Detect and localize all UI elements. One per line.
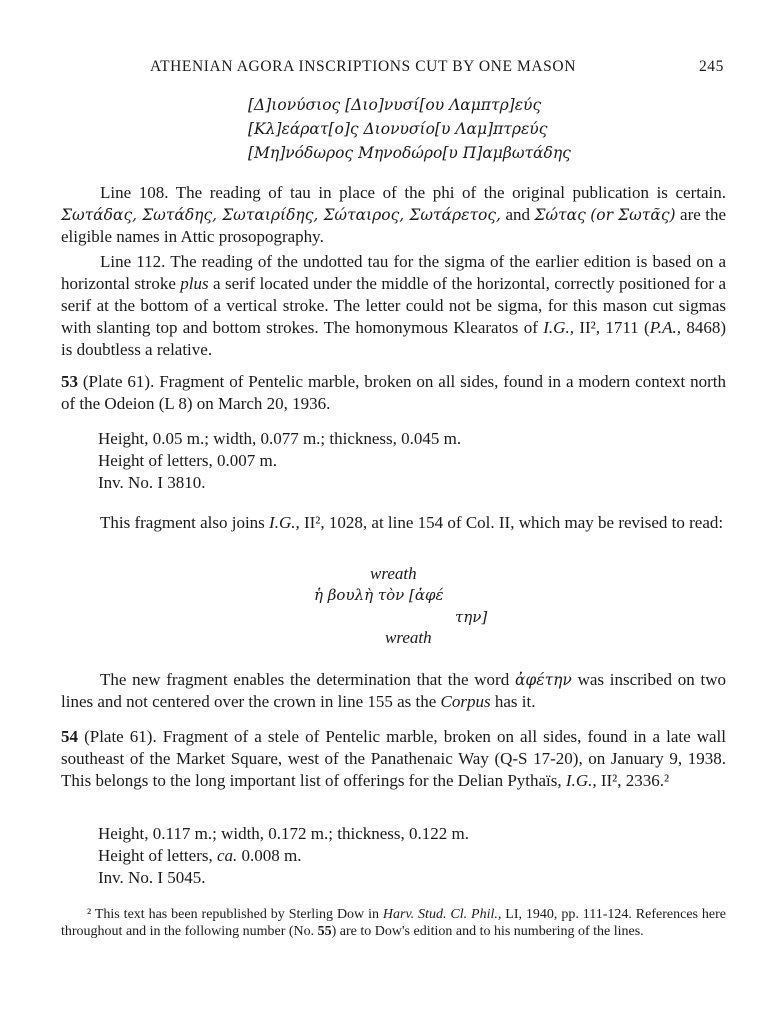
measurement-line	[98, 845, 469, 867]
line112-ig: I.G.,	[543, 318, 574, 337]
footnote	[61, 906, 726, 940]
line112-text-d: 8468) is doubtless a relative.	[61, 318, 727, 359]
entry-53-number: 53	[61, 372, 78, 391]
measurement-line: Inv. No. I 5045.	[98, 868, 206, 887]
footnote-number-ref: 55	[317, 924, 332, 939]
line108-and: and	[505, 205, 530, 224]
measurement-line: Height, 0.05 m.; width, 0.077 m.; thickness, 0.045 m.	[98, 429, 462, 448]
commentary-line-112	[61, 251, 726, 361]
line112-text-b: a serif located under the middle of the horizontal, correctly positioned for a serif at the bottom of a vertical stroke. The letter could not be sigma, for this mason cut sigmas with slanting top and bottom strokes. The homonymous Klearatos of	[61, 274, 727, 337]
footnote-journal: Harv. Stud. Cl. Phil.,	[382, 907, 502, 922]
measurement-line: Inv. No. I 3810.	[98, 473, 206, 492]
greek-line: [Κλ]εάρατ[ο]ς Διονυσίο[υ Λαμ]πτρεύς	[248, 120, 548, 138]
line108-paren: (or Σωτᾶς)	[590, 206, 676, 224]
new-text-a: The new fragment enables the determination that the word	[100, 670, 510, 689]
greek-restoration-line-1: ἡ βουλὴ τὸν [ἀφέ	[314, 586, 444, 604]
greek-restoration-line-2: την]	[455, 608, 488, 626]
entry-53	[61, 371, 726, 415]
join-ig: I.G.,	[269, 513, 300, 532]
letters-height-value: 0.008 m.	[241, 846, 302, 865]
line108-text-b: are the eligible names in Attic prosopography.	[61, 205, 727, 246]
entry-53-measurements	[98, 428, 461, 494]
entry-54-measurements	[98, 823, 469, 889]
line108-text-a: Line 108. The reading of tau in place of the phi of the original publication is certain.	[100, 183, 726, 202]
entry-53-text: (Plate 61). Fragment of Pentelic marble, broken on all sides, found in a modern context north of the Odeion (L 8) on March 20, 1936.	[61, 372, 726, 413]
entry-54-text-a: (Plate 61). Fragment of a stele of Pentelic marble, broken on all sides, found in a late wall southeast of the Market Square, west of the Panathenaic Way (Q-S 17-20), on January 9, 1938. This belongs to the long important list of offerings for the Delian Pythaïs,	[61, 727, 726, 790]
new-text-b: was inscribed on two lines and not centered over the crown in line 155 as the	[61, 670, 726, 711]
line108-names: Σωτάδας, Σωτάδης, Σωταιρίδης, Σώταιρος, Σωτάρετος,	[61, 206, 501, 224]
greek-line: [Δ]ιονύσιος [Διο]νυσί[ου Λαμπτρ]εύς	[248, 96, 542, 114]
measurement-line: Height of letters, 0.007 m.	[98, 451, 277, 470]
join-text-b: II², 1028, at line 154 of Col. II, which may be revised to read:	[303, 513, 724, 532]
wreath-top-label: wreath	[370, 564, 417, 583]
new-text-c: has it.	[494, 692, 536, 711]
wreath-bottom-label: wreath	[385, 628, 432, 647]
line108-names2: Σώτας	[534, 206, 586, 224]
letters-height-ca: ca.	[216, 846, 238, 865]
footnote-text-a: ² This text has been republished by Sterling Dow in	[87, 907, 379, 922]
entry-54	[61, 726, 726, 792]
measurement-line: Height, 0.117 m.; width, 0.172 m.; thickness, 0.122 m.	[98, 824, 469, 843]
entry-54-number: 54	[61, 727, 78, 746]
entry-53-join	[61, 512, 726, 534]
entry-54-ig: I.G.,	[565, 771, 597, 790]
header-title: ATHENIAN AGORA INSCRIPTIONS CUT BY ONE MASON	[150, 58, 576, 75]
join-text-a: This fragment also joins	[100, 513, 265, 532]
greek-line: [Μη]νόδωρος Μηνοδώρο[υ Π]αμβωτάδης	[248, 144, 571, 162]
entry-54-text-b: II², 2336.²	[600, 771, 670, 790]
new-greek-word: ἀφέτην	[514, 671, 572, 689]
entry-53-conclusion	[61, 669, 726, 713]
new-corpus: Corpus	[440, 692, 491, 711]
line112-text-a: Line 112. The reading of the undotted tau for the sigma of the earlier edition is based on a horizontal stroke	[61, 252, 726, 293]
line112-text-c: II², 1711 (	[579, 318, 650, 337]
letters-height-label: Height of letters,	[98, 846, 213, 865]
footnote-text-c: ) are to Dow's edition and to his numbering of the lines.	[331, 924, 644, 939]
line112-pa: P.A.,	[649, 318, 682, 337]
footnote-text-b: LI, 1940, pp. 111-124. References here throughout and in the following number (No.	[61, 907, 726, 939]
page-number: 245	[698, 58, 724, 75]
line112-plus: plus	[180, 274, 209, 293]
commentary-line-108	[61, 182, 726, 248]
